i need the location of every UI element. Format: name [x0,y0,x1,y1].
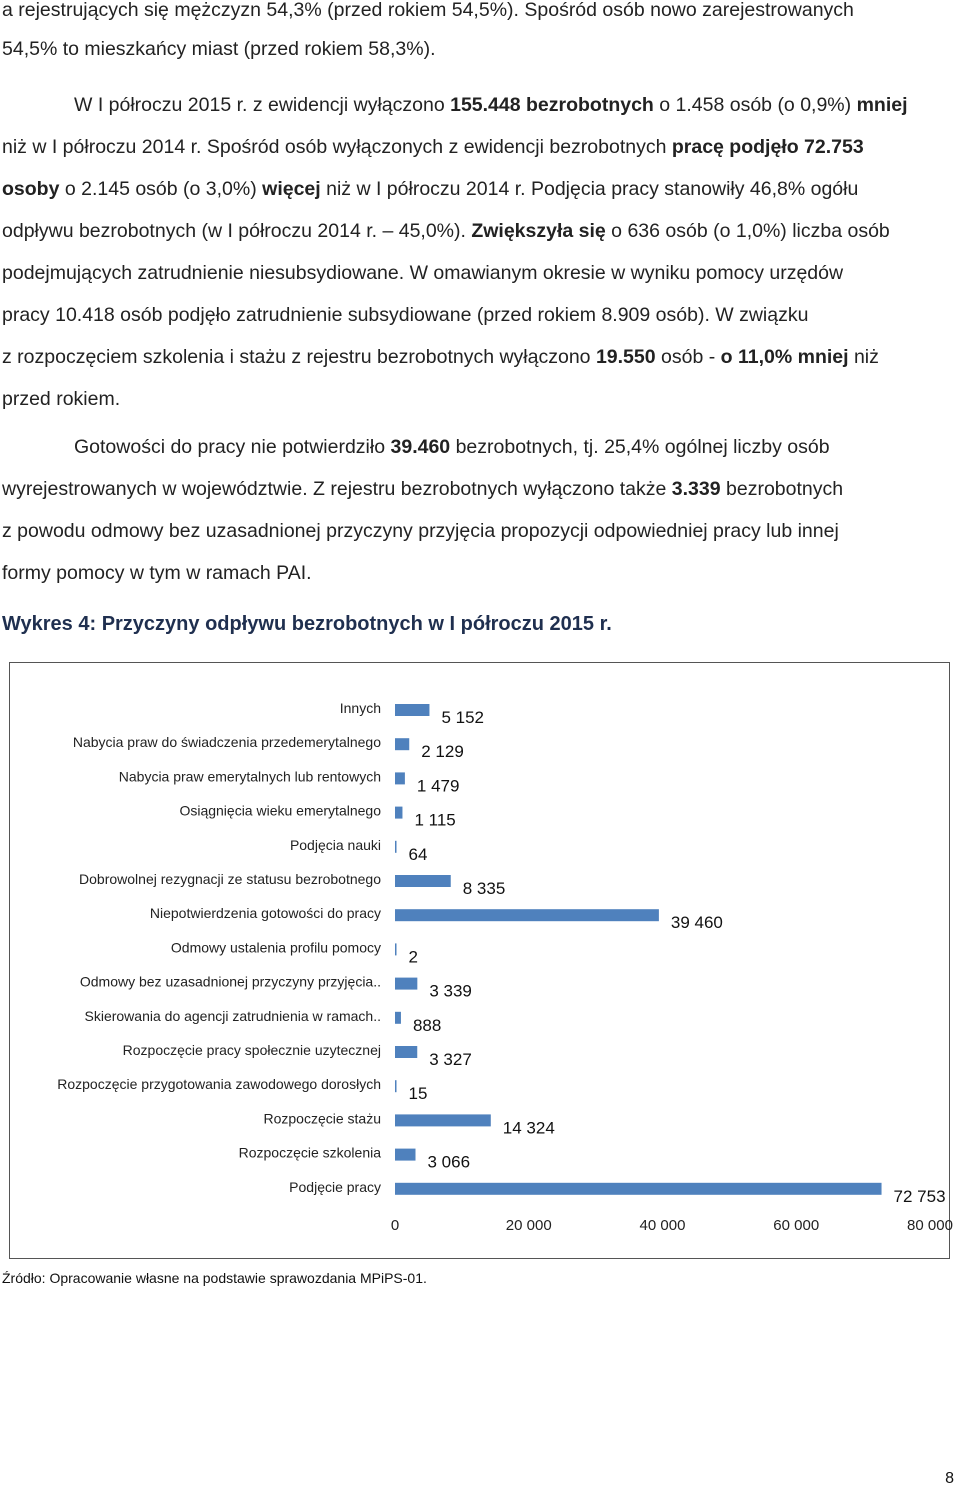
text-run: o 2.145 osób (o 3,0%) [59,178,263,200]
data-label: 888 [412,1015,442,1035]
paragraph-line [2,36,959,62]
paragraph-line [2,476,959,502]
text-run: odpływu bezrobotnych (w I półroczu 2014 r. – 45,0%). [2,220,472,242]
bar [395,978,417,990]
category-label: Nabycia praw do świadczenia przedemerytalnego [72,734,381,751]
text-run: bezrobotnych [720,478,844,500]
paragraph-line [2,260,959,286]
data-label: 72 753 [893,1186,946,1206]
bar [395,1183,882,1195]
bar [395,1046,417,1058]
category-label: Niepotwierdzenia gotowości do pracy [149,905,381,922]
text-run: niż [848,346,879,368]
chart-frame [9,662,953,1259]
text-run: o 636 osób (o 1,0%) liczba osób [605,220,890,242]
data-label: 5 152 [441,708,485,727]
source-note: Źródło: Opracowanie własne na podstawie sprawozdania MPiPS-01. [2,1270,427,1286]
paragraph-line [2,302,959,328]
category-label: Odmowy bez uzasadnionej przyczyny przyjęcia.. [79,973,381,990]
paragraph-line [74,92,959,118]
category-label: Rozpoczęcie szkolenia [238,1144,381,1161]
text-run: a rejestrujących się mężczyzn 54,3% (przed rokiem 54,5%). Spośród osób nowo zarejestrowanych [2,0,854,21]
category-label: Osiągnięcia wieku emerytalnego [179,802,381,819]
bar [395,909,659,921]
bar [395,807,402,819]
category-label: Rozpoczęcie pracy społecznie uzytecznej [122,1042,381,1058]
text-bold: mniej [856,94,908,116]
paragraph-line [74,434,959,460]
text-run: podejmujących zatrudnienie niesubsydiowane. W omawianym okresie w wyniku pomocy urzędów [2,262,844,284]
data-label: 3 327 [429,1050,472,1069]
page-number: 8 [945,1470,954,1487]
x-tick-label: 60 000 [773,1217,820,1234]
paragraph-line [2,0,959,23]
category-label: Skierowania do agencji zatrudnienia w ramach.. [84,1007,381,1024]
category-label: Odmowy ustalenia profilu pomocy [170,939,381,956]
text-run: osób - [655,346,721,368]
paragraph-line [2,218,959,244]
data-label: 15 [408,1084,428,1104]
bar [395,1012,401,1024]
x-tick-label: 40 000 [639,1217,686,1234]
text-run: pracy 10.418 osób podjęło zatrudnienie subsydiowane (przed rokiem 8.909 osób). W związku [2,304,809,326]
category-label: Podjęcie pracy [289,1178,381,1195]
paragraph-line [2,134,959,160]
text-run: niż w I półroczu 2014 r. Spośród osób wyłączonych z ewidencji bezrobotnych [2,136,672,158]
bar [395,1080,397,1092]
data-label: 1 115 [414,810,456,830]
text-run: z rozpoczęciem szkolenia i stażu z rejestru bezrobotnych wyłączono [2,346,596,368]
text-run: Gotowości do pracy nie potwierdziło [74,436,391,458]
bar [395,1149,416,1161]
text-bold: pracę podjęło 72.753 [671,136,864,158]
data-label: 14 324 [502,1118,555,1138]
data-label: 1 479 [416,776,460,796]
data-label: 2 [408,947,418,967]
category-label: Rozpoczęcie przygotowania zawodowego dorosłych [57,1076,381,1093]
text-bold: 3.339 [671,478,721,500]
data-label: 64 [408,844,428,864]
data-label: 3 339 [429,981,472,1001]
bar [395,1114,491,1126]
x-tick-label: 20 000 [505,1217,552,1234]
bar [395,738,409,750]
text-bold: 39.460 [390,436,451,458]
text-run: 54,5% to mieszkańcy miast (przed rokiem 58,3%). [2,38,436,60]
text-bold: więcej [262,178,321,200]
x-tick-label: 80 000 [907,1217,953,1234]
category-label: Innych [339,700,381,716]
bar-chart [10,663,953,1257]
data-label: 8 335 [462,879,506,898]
text-bold: o 11,0% mniej [720,346,849,368]
category-label: Podjęcia nauki [289,836,381,853]
paragraph-line [2,344,959,370]
text-run: bezrobotnych, tj. 25,4% ogólnej liczby osób [450,436,830,458]
text-run: W I półroczu 2015 r. z ewidencji wyłączono [74,94,451,116]
category-label: Dobrowolnej rezygnacji ze statusu bezrobotnego [79,871,381,887]
bar [395,841,397,853]
text-bold: osoby [2,178,60,200]
chart-caption: Wykres 4: Przyczyny odpływu bezrobotnych w I półroczu 2015 r. [2,613,612,635]
text-bold: Zwiększyła się [471,220,606,242]
bar [395,704,429,716]
text-run: o 1.458 osób (o 0,9%) [653,94,857,116]
text-run: z powodu odmowy bez uzasadnionej przyczyny przyjęcia propozycji odpowiedniej pracy lub innej [2,520,839,542]
paragraph-line [2,518,959,544]
paragraph-line [2,176,959,202]
text-bold: 19.550 [595,346,656,368]
paragraph-line [2,560,959,586]
text-bold: 155.448 bezrobotnych [450,94,654,116]
data-label: 3 066 [427,1152,471,1172]
bar [395,772,405,784]
paragraph-line [2,386,959,412]
data-label: 39 460 [670,913,723,933]
category-label: Nabycia praw emerytalnych lub rentowych [118,768,381,785]
x-tick-label: 0 [390,1217,400,1234]
text-run: przed rokiem. [2,388,121,410]
text-run: niż w I półroczu 2014 r. Podjęcia pracy stanowiły 46,8% ogółu [320,178,859,200]
text-run: wyrejestrowanych w województwie. Z rejestru bezrobotnych wyłączono także [2,478,672,500]
bar [395,875,451,887]
data-label: 2 129 [421,742,464,762]
category-label: Rozpoczęcie stażu [263,1110,381,1127]
text-run: formy pomocy w tym w ramach PAI. [2,562,312,584]
bar [395,943,397,955]
